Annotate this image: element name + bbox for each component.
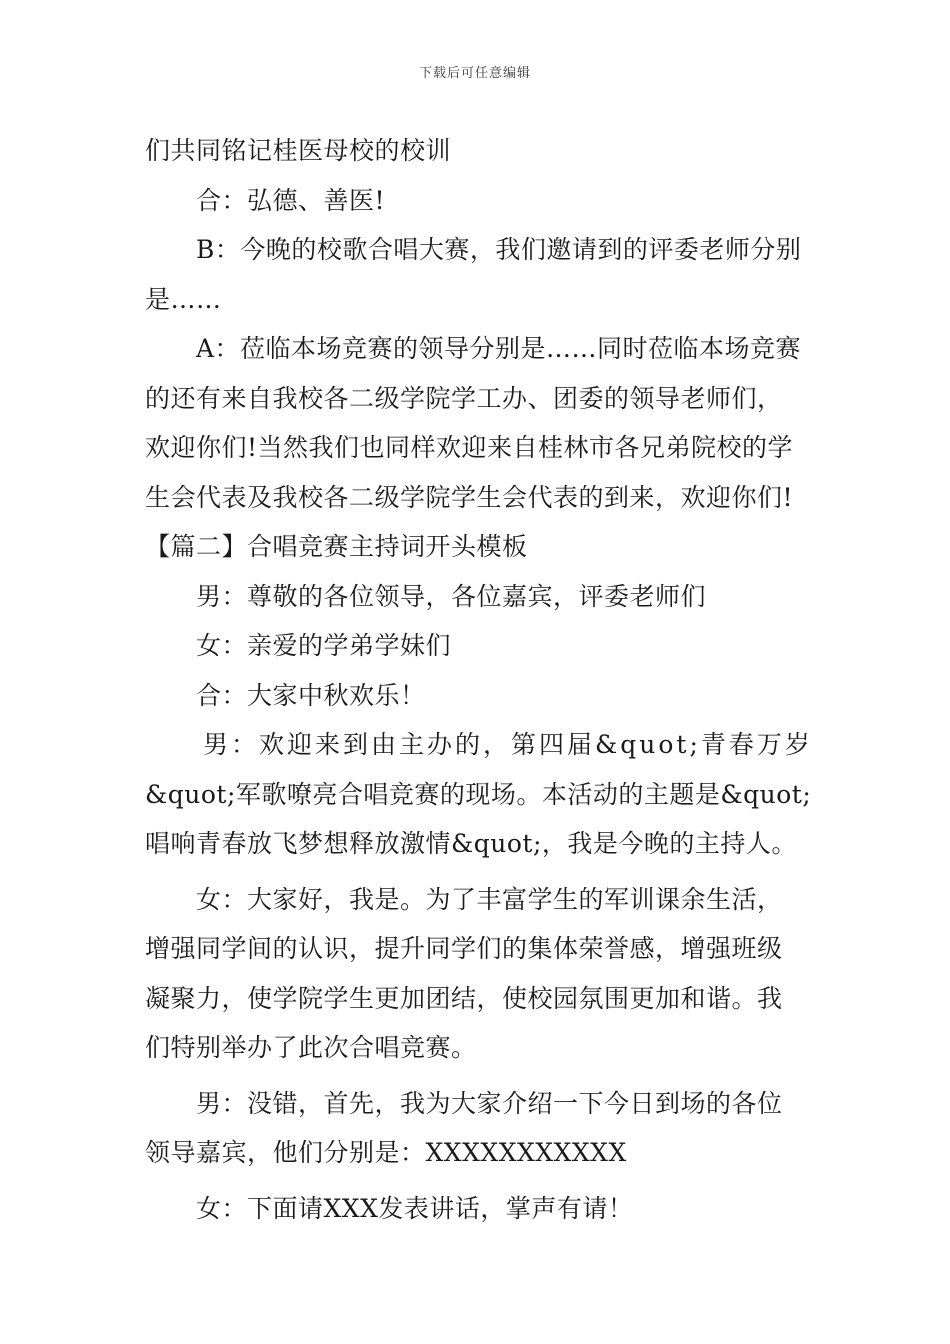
paragraph-line: 是……: [145, 284, 222, 314]
paragraph-line: 欢迎你们!当然我们也同样欢迎来自桂林市各兄弟院校的学: [145, 433, 794, 462]
paragraph-line: 女：亲爱的学弟学妹们: [196, 631, 452, 660]
paragraph-line: 们特别举办了此次合唱竞赛。: [145, 1033, 477, 1062]
paragraph-line: 男：没错，首先，我为大家介绍一下今日到场的各位: [196, 1088, 783, 1118]
paragraph-line: &quot;军歌嘹亮合唱竞赛的现场。本活动的主题是&quot;: [145, 779, 812, 809]
paragraph-line: 男：欢迎来到由主办的，第四届&quot;青春万岁: [203, 730, 813, 759]
paragraph-line: 生会代表及我校各二级学院学生会代表的到来，欢迎你们!: [145, 482, 794, 512]
paragraph-line: 女：下面请XXX发表讲话，掌声有请！: [196, 1193, 634, 1223]
paragraph-line: B：今晚的校歌合唱大赛，我们邀请到的评委老师分别: [196, 235, 802, 264]
paragraph-line: 男：尊敬的各位领导，各位嘉宾，评委老师们: [196, 581, 707, 611]
paragraph-line: 增强同学间的认识，提升同学们的集体荣誉感，增强班级: [145, 934, 783, 963]
paragraph-line: 们共同铭记桂医母校的校训: [145, 136, 452, 165]
paragraph-line: 领导嘉宾，他们分别是：XXXXXXXXXXX: [145, 1138, 627, 1167]
document-body: [145, 126, 813, 1233]
paragraph-line: 合：大家中秋欢乐！: [196, 680, 426, 710]
page-header: 下载后可任意编辑: [418, 66, 531, 81]
section-heading: 【篇二】合唱竞赛主持词开头模板: [145, 532, 528, 561]
paragraph-line: 唱响青春放飞梦想释放激情&quot;，我是今晚的主持人。: [145, 829, 797, 858]
paragraph-line: 女：大家好，我是。为了丰富学生的军训课余生活，: [196, 884, 783, 914]
paragraph-line: 合：弘德、善医!: [196, 185, 386, 215]
paragraph-line: 的还有来自我校各二级学院学工办、团委的领导老师们，: [145, 383, 783, 413]
paragraph-line: 凝聚力，使学院学生更加团结，使校园氛围更加和谐。我: [145, 983, 783, 1013]
paragraph-line: A：莅临本场竞赛的领导分别是……同时莅临本场竞赛: [196, 334, 802, 363]
